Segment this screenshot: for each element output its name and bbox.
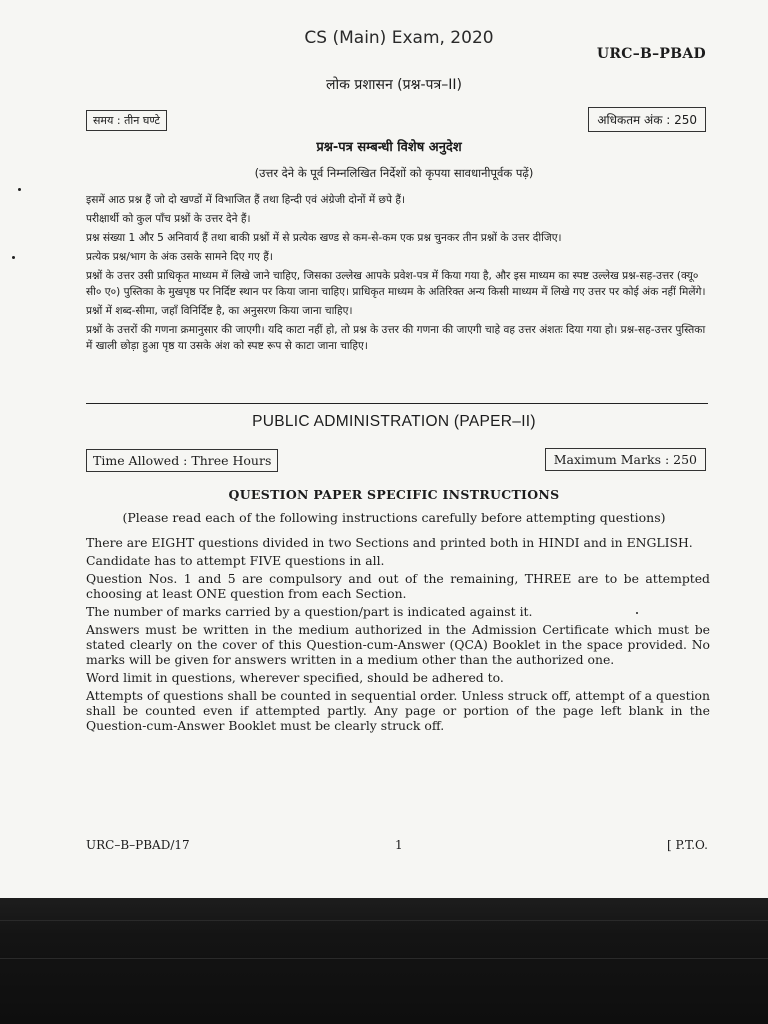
hindi-instruction: प्रश्नों के उत्तरों की गणना क्रमानुसार की जाएगी। यदि काटा नहीं हो, तो प्रश्न के उत्तर की गणना की जाएगी चाहे वह उत्तर अंशतः दिया गया हो। प्रश्न-सह-उत्तर पुस्तिका में खाली छोड़ा हुआ पृष्ठ या उसके अंश को स्पष्ट रूप से काटा जाना चाहिए। [86,324,706,352]
hindi-marks-box: अधिकतम अंक : 250 [588,107,706,132]
hindi-instructions-body [86,192,708,357]
hindi-instructions-note: (उत्तर देने के पूर्व निम्नलिखित निर्देशों को कृपया सावधानीपूर्वक पढ़ें) [254,166,534,180]
footer-pto: [ P.T.O. [667,838,708,852]
english-instructions-heading: QUESTION PAPER SPECIFIC INSTRUCTIONS [228,487,560,502]
english-instruction: Candidate has to attempt FIVE questions in all. [86,553,385,568]
footer-paper-code: URC–B–PBAD/17 [86,838,190,852]
english-instruction: Question Nos. 1 and 5 are compulsory and out of the remaining, THREE are to be attempted choosing at least ONE question from each Section. [86,571,710,601]
english-marks-box: Maximum Marks : 250 [545,448,706,471]
hindi-instructions-heading: प्रश्न-पत्र सम्बन्धी विशेष अनुदेश [316,140,462,155]
english-subject-title: PUBLIC ADMINISTRATION (PAPER–II) [252,413,536,430]
scan-speck [12,256,15,259]
hindi-instruction: प्रश्नों के उत्तर उसी प्राधिकृत माध्यम में लिखे जाने चाहिए, जिसका उल्लेख आपके प्रवेश-पत्र में किया गया है, और इस माध्यम का स्पष्ट उल्लेख प्रश्न-सह-उत्तर (क्यू० सी० ए०) पुस्तिका के मुखपृष्ठ पर निर्दिष्ट स्थान पर किया जाना चाहिए। प्राधिकृत माध्यम के अतिरिक्त अन्य किसी माध्यम में लिखे गए उत्तर पर कोई अंक नहीं मिलेंगे। [86,270,706,298]
paper-code: URC–B–PBAD [596,46,706,62]
scan-speck [18,188,21,191]
hindi-instruction: इसमें आठ प्रश्न हैं जो दो खण्डों में विभाजित हैं तथा हिन्दी एवं अंग्रेजी दोनों में छपे हैं। [86,194,405,206]
scan-speck [636,612,638,614]
hindi-instruction: परीक्षार्थी को कुल पाँच प्रश्नों के उत्तर देने हैं। [86,213,251,225]
english-instruction: There are EIGHT questions divided in two Sections and printed both in HINDI and in ENGLISH. [86,535,693,550]
scan-artifact-line [0,920,768,921]
english-instructions-body [86,535,710,736]
exam-title: CS (Main) Exam, 2020 [304,28,494,48]
footer-page-number: 1 [395,838,403,852]
hindi-time-box: समय : तीन घण्टे [86,110,167,131]
english-instructions-note: (Please read each of the following instructions carefully before attempting questions) [122,510,666,525]
english-instruction: The number of marks carried by a question/part is indicated against it. [86,604,533,619]
section-divider [86,403,708,404]
hindi-instruction: प्रत्येक प्रश्न/भाग के अंक उसके सामने दिए गए हैं। [86,251,273,263]
english-instruction: Word limit in questions, wherever specified, should be adhered to. [86,670,504,685]
english-instruction: Answers must be written in the medium authorized in the Admission Certificate which must be stated clearly on the cover of this Question-cum-Answer (QCA) Booklet in the space provided. No marks will be given for answers written in a medium other than the authorized one. [86,622,710,667]
hindi-subject-title: लोक प्रशासन (प्रश्न-पत्र–II) [326,77,462,93]
english-instruction: Attempts of questions shall be counted in sequential order. Unless struck off, attempt of a question shall be counted even if attempted partly. Any page or portion of the page left blank in the Question-cum-Answer Booklet must be clearly struck off. [86,688,710,733]
scanner-background [0,898,768,1024]
english-time-box: Time Allowed : Three Hours [86,449,278,472]
scan-artifact-line [0,958,768,959]
hindi-instruction: प्रश्नों में शब्द-सीमा, जहाँ विनिर्दिष्ट है, का अनुसरण किया जाना चाहिए। [86,305,353,317]
hindi-instruction: प्रश्न संख्या 1 और 5 अनिवार्य हैं तथा बाकी प्रश्नों में से प्रत्येक खण्ड से कम-से-कम एक प्रश्न चुनकर तीन प्रश्नों के उत्तर दीजिए। [86,232,562,244]
